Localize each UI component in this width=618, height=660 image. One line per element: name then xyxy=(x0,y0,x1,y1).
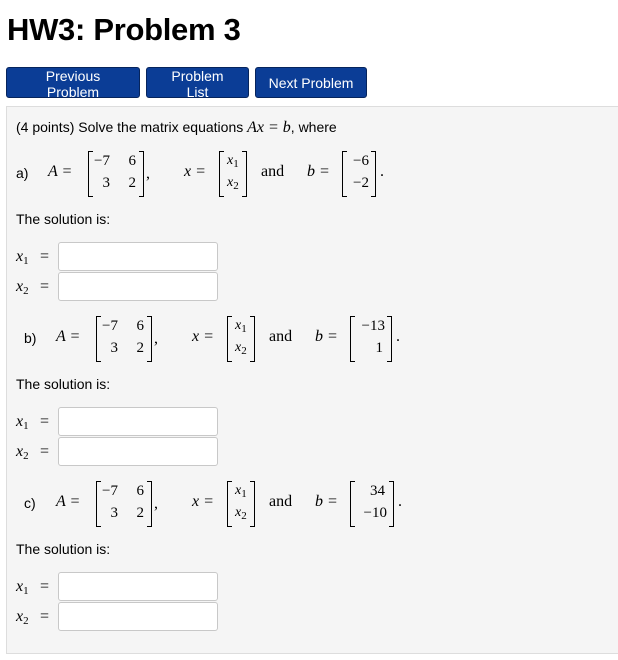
matrix-cell: 2 xyxy=(136,505,144,521)
matrix-cell: 3 xyxy=(110,340,118,356)
x2-label: $x_2$ = xyxy=(16,278,50,297)
vector-cell: −2 xyxy=(353,175,369,191)
equation-text: Ax = b xyxy=(247,119,291,136)
matrix-a xyxy=(96,481,152,527)
vector-b-label: b = xyxy=(307,163,330,180)
vector-b-label: b = xyxy=(315,328,338,345)
vector-cell: −10 xyxy=(363,505,387,521)
vector-x-label: x = xyxy=(192,493,214,510)
page-title: HW3: Problem 3 xyxy=(7,12,241,47)
matrix-a xyxy=(96,316,152,362)
previous-problem-button[interactable]: Previous Problem xyxy=(6,67,140,98)
matrix-cell: 2 xyxy=(128,175,136,191)
solution-label: The solution is: xyxy=(16,211,111,227)
matrix-cell: −7 xyxy=(102,483,118,499)
answer-input-b-x1[interactable] xyxy=(58,407,218,436)
vector-cell: −6 xyxy=(353,153,369,169)
part-label: a) xyxy=(16,165,29,181)
and-text: and xyxy=(261,163,285,180)
vector-cell: 34 xyxy=(370,483,385,499)
points-text: (4 points) Solve the matrix equations xyxy=(16,119,244,135)
solution-label: The solution is: xyxy=(16,376,111,392)
vector-x-label: x = xyxy=(184,163,206,180)
x1-label: $x_1$ = xyxy=(16,578,50,597)
part-label: b) xyxy=(24,330,37,346)
problem-statement xyxy=(16,119,337,137)
vector-x-label: x = xyxy=(192,328,214,345)
answer-input-b-x2[interactable] xyxy=(58,437,218,466)
vector-b xyxy=(350,481,394,527)
vector-x: $x_1$ $x_2$ xyxy=(219,151,247,197)
matrix-a-label: A = xyxy=(56,493,81,510)
x2-symbol: x xyxy=(227,175,234,190)
matrix-cell: 6 xyxy=(136,483,144,499)
matrix-a-label: A = xyxy=(48,163,73,180)
next-problem-button[interactable]: Next Problem xyxy=(255,67,367,98)
vector-x: $x_1$ $x_2$ xyxy=(227,316,255,362)
vector-b xyxy=(342,151,376,197)
problem-panel: (4 points) Solve the matrix equations Ax = b, where a) A = −7 6 3 2 , x = $x_1$ $x_2$ and b = −6 −2 . The solution is: $x_1$ = $x_2$ = b) A = −7 6 3 2 , x = $x_1$ $x_2$ and b = −13 1 . The solution is: $x_1$ = $x_2$ = c) A = −7 6 3 2 , x = $x_1$ $x_2$ and b = 34 −10 . The solution is: $x_1$ = $x_2$ = xyxy=(6,106,618,654)
x1-label: $x_1$ = xyxy=(16,248,50,267)
vector-cell: −13 xyxy=(361,318,385,334)
where-text: , where xyxy=(290,119,337,135)
problem-nav xyxy=(6,67,373,98)
vector-b-label: b = xyxy=(315,493,338,510)
answer-input-a-x2[interactable] xyxy=(58,272,218,301)
x1-label: $x_1$ = xyxy=(16,413,50,432)
problem-list-button[interactable]: Problem List xyxy=(146,67,249,98)
and-text: and xyxy=(269,328,293,345)
solution-label: The solution is: xyxy=(16,541,111,557)
x2-label: $x_2$ = xyxy=(16,608,50,627)
matrix-cell: 3 xyxy=(110,505,118,521)
answer-input-a-x1[interactable] xyxy=(58,242,218,271)
vector-cell: 1 xyxy=(375,340,383,356)
x1-symbol: x xyxy=(227,153,234,168)
matrix-cell: −7 xyxy=(102,318,118,334)
matrix-a xyxy=(88,151,144,197)
vector-b xyxy=(350,316,392,362)
matrix-cell: 2 xyxy=(136,340,144,356)
matrix-cell: 3 xyxy=(102,175,110,191)
matrix-a-label: A = xyxy=(56,328,81,345)
matrix-cell: 6 xyxy=(128,153,136,169)
answer-input-c-x2[interactable] xyxy=(58,602,218,631)
x2-label: $x_2$ = xyxy=(16,443,50,462)
matrix-cell: −7 xyxy=(94,153,110,169)
vector-x: $x_1$ $x_2$ xyxy=(227,481,255,527)
matrix-cell: 6 xyxy=(136,318,144,334)
part-label: c) xyxy=(24,495,36,511)
answer-input-c-x1[interactable] xyxy=(58,572,218,601)
and-text: and xyxy=(269,493,293,510)
